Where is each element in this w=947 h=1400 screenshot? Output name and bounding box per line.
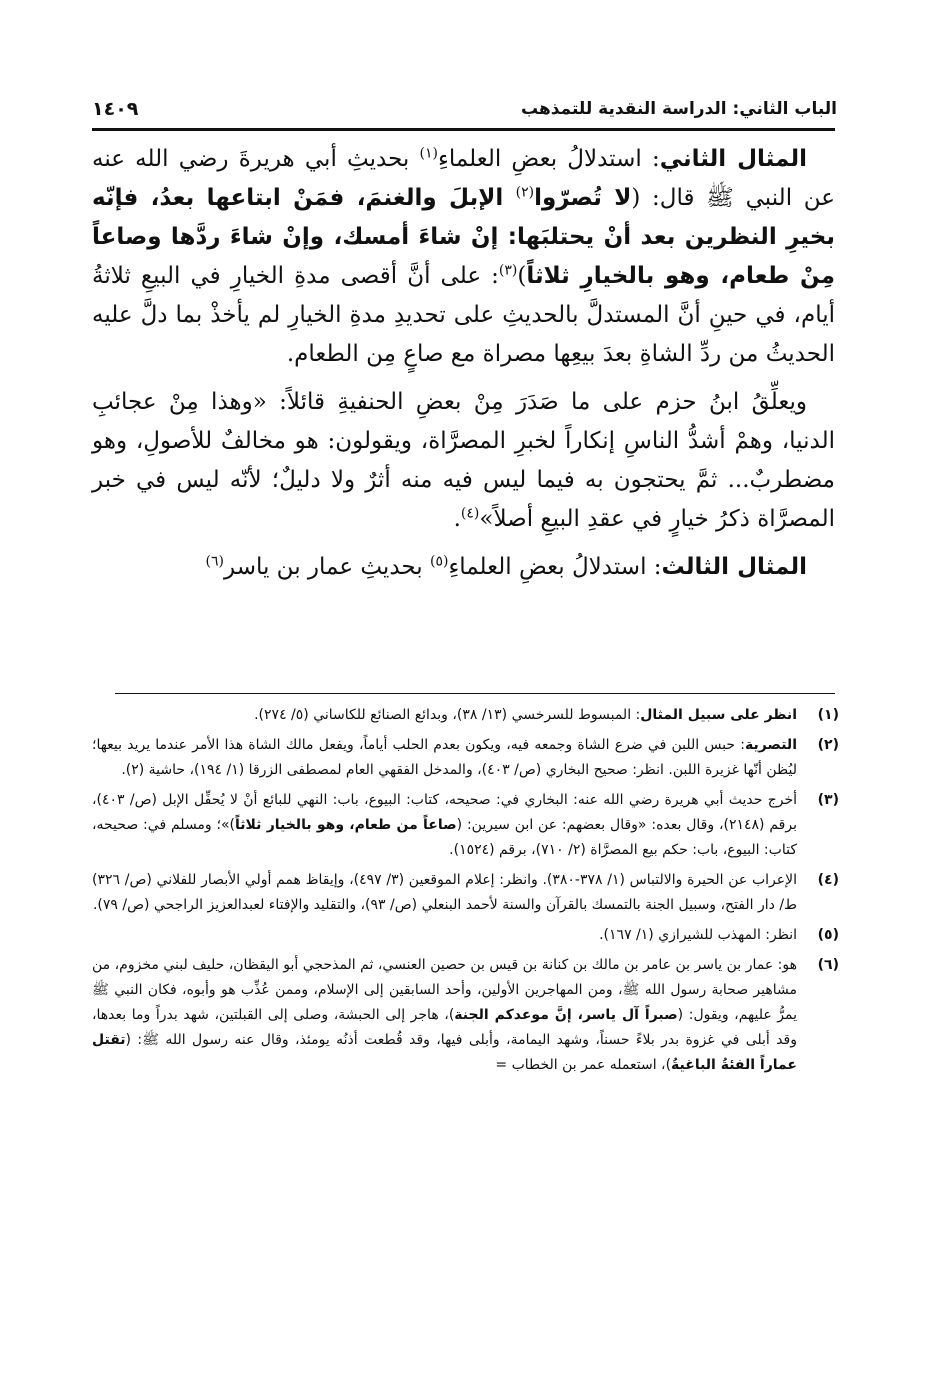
footnote-ref-5: (٥)	[429, 553, 449, 570]
footnote-ref-1: (١)	[419, 145, 438, 162]
footnotes	[92, 703, 839, 1083]
footnote-ref-2: (٢)	[515, 184, 535, 201]
paragraph-example-two	[92, 140, 835, 374]
quoted-narration: صاعاً من طعام، وهو بالخيار ثلاثاً	[235, 817, 457, 833]
running-header	[92, 92, 837, 126]
footnote-3	[92, 788, 839, 863]
footnote-lead: التصرية	[744, 737, 797, 753]
text-span: ويعلِّقُ ابنُ حزم على ما صَدَرَ مِنْ بعضِ الحنفيةِ قائلاً: «وهذا مِنْ عجائبِ الدنيا، وهمْ أشدُّ الناسِ إنكاراً لخبرِ المصرَّاة، ويقولون: هو مخالفٌ للأصولِ، وهو مضطربٌ... ثمَّ يحتجون به فيما ليس فيه منه أثرٌ ولا دليلٌ؛ لأنّه ليس في خبر المصرَّاة ذكرُ خيارٍ في عقدِ البيعِ أصلاً»	[92, 389, 835, 532]
footnote-text	[92, 788, 797, 863]
text-span: : على أنَّ أقصى مدةِ الخيارِ في البيعِ ثلاثةُ أيام، في حينِ أنَّ المستدلَّ بالحديثِ على تحديدِ مدةِ الخيارِ لم يأخذْ بما دلَّ عليه الحديثُ من ردِّ الشاةِ بعدَ بيعِها مصراة مع صاعٍ مِن الطعام.	[92, 263, 835, 367]
footnote-number: (٥)	[817, 927, 839, 943]
footnote-text	[92, 733, 797, 783]
text-span: : المبسوط للسرخسي (١٣/ ٣٨)، وبدائع الصنائع للكاساني (٥/ ٢٧٤).	[254, 707, 641, 723]
example-two-heading: المثال الثاني	[659, 146, 807, 172]
text-span: بحديثِ عمار بن ياسر	[224, 554, 430, 580]
footnote-ref-4: (٤)	[460, 505, 480, 522]
page-number: ١٤٠٩	[92, 98, 139, 120]
footnote-text: انظر: المهذب للشيرازي (١/ ١٦٧).	[599, 927, 797, 943]
footnote-ref-3: (٣)	[498, 262, 518, 279]
footnote-lead: انظر على سبيل المثال	[640, 707, 797, 723]
footnote-2	[92, 733, 839, 783]
example-three-heading: المثال الثالث	[661, 554, 807, 580]
text-span: : حبس اللبن في ضرع الشاة وجمعه فيه، ويكون بعدم الحلب أياماً، ويفعل مالك الشاة هذا الأمر عندما يريد بيعها؛ ليُظن أنّها غزيرة اللبن. انظر: صحيح البخاري (ص/ ٤٠٣)، والمدخل الفقهي العام لمصطفى الزرقا (١/ ١٩٤)، حاشية (٢).	[92, 737, 797, 778]
text-span: )	[517, 263, 527, 289]
main-text	[92, 140, 835, 596]
text-span: بحديثِ أبي هريرةَ رضي الله عنه عن النبي ﷺ قال: (	[92, 146, 835, 211]
footnote-1	[92, 703, 839, 728]
text-span: هو: عمار بن ياسر بن عامر بن مالك بن كنانة بن قيس بن حصين العنسي، ثم المذحجي أبو اليقظان، حليف لبني مخزوم، من مشاهير صحابة رسول الله ﷺ، ومن المهاجرين الأولين، وأحد السابقين إلى الإسلام، وممن عُذِّب هو وأبوه، فكان النبي ﷺ يمرُّ عليهم، ويقول: (	[92, 957, 797, 1023]
hadith-quote: الإبلَ والغنمَ، فمَنْ ابتاعها بعدُ، فإنّه بخيرِ النظرين بعد أنْ يحتلبَها: إنْ شاءَ أمسك، وإنْ شاءَ ردَّها وصاعاً مِنْ طعام، وهو بالخيارِ ثلاثاً	[92, 185, 835, 289]
chapter-title: الباب الثاني: الدراسة النقدية للتمذهب	[520, 99, 837, 119]
footnote-number: (٦)	[817, 957, 839, 973]
text-span: )، هاجر إلى الحبشة، وصلى إلى القبلتين، شهد بدراً وما بعدها، وقد أبلى في غزوة بدر بلاءً حسناً، وشهد اليمامة، وأبلى فيها، وقد قُطعت أذنُه يومئذ، وقال عنه رسول الله ﷺ: (	[92, 1007, 797, 1048]
text-span: أخرج حديث أبي هريرة رضي الله عنه: البخاري في: صحيحه، كتاب: البيوع، باب: النهي للبائع أنْ لا يُحفِّل الإبل (ص/ ٤٠٣)، برقم (٢١٤٨)، وقال بعده: «وقال بعضهم: عن ابن سيرين: (	[92, 792, 797, 833]
text-span: .	[453, 506, 461, 532]
text-span: : استدلالُ بعضِ العلماءِ	[438, 146, 660, 172]
text-span: : استدلالُ بعضِ العلماءِ	[448, 554, 662, 580]
header-rule	[92, 128, 835, 131]
footnote-number: (٢)	[817, 737, 839, 753]
footnote-text	[92, 953, 797, 1078]
footnote-4	[92, 868, 839, 918]
footnote-5	[92, 923, 839, 948]
quoted-narration: صبراً آل ياسر، إنَّ موعدكم الجنة	[454, 1007, 678, 1023]
footnote-text: الإعراب عن الحيرة والالتباس (١/ ٣٧٨-٣٨٠). وانظر: إعلام الموقعين (٣/ ٤٩٧)، وإيقاظ همم أولي الأبصار للفلاني (ص/ ٣٢٦) ط/ دار الفتح، وسبيل الجنة بالتمسك بالقرآن والسنة لأحمد البنعلي (ص/ ٩٣)، والتقليد والإفتاء لعبدالعزيز الراجحي (ص/ ٧٩).	[92, 872, 797, 913]
hadith-quote: لا تُصرّوا	[534, 185, 632, 211]
footnote-number: (١)	[817, 707, 839, 723]
footnote-number: (٤)	[817, 872, 839, 888]
footnote-ref-6: (٦)	[205, 553, 224, 570]
text-span: )، استعمله عمر بن الخطاب =	[495, 1057, 672, 1073]
paragraph-example-three	[92, 548, 835, 587]
footnote-6	[92, 953, 839, 1078]
footnote-text	[92, 703, 797, 728]
paragraph-ibn-hazm	[92, 383, 835, 539]
text-span: )»؛ ومسلم في: صحيحه، كتاب: البيوع، باب: حكم بيع المصرَّاة (٢/ ٧١٠)، برقم (١٥٢٤).	[92, 817, 797, 858]
footnote-separator	[115, 693, 835, 694]
footnote-number: (٣)	[817, 792, 839, 808]
quoted-narration: تقتل عماراً الفئةُ الباغيةُ	[92, 1032, 797, 1073]
